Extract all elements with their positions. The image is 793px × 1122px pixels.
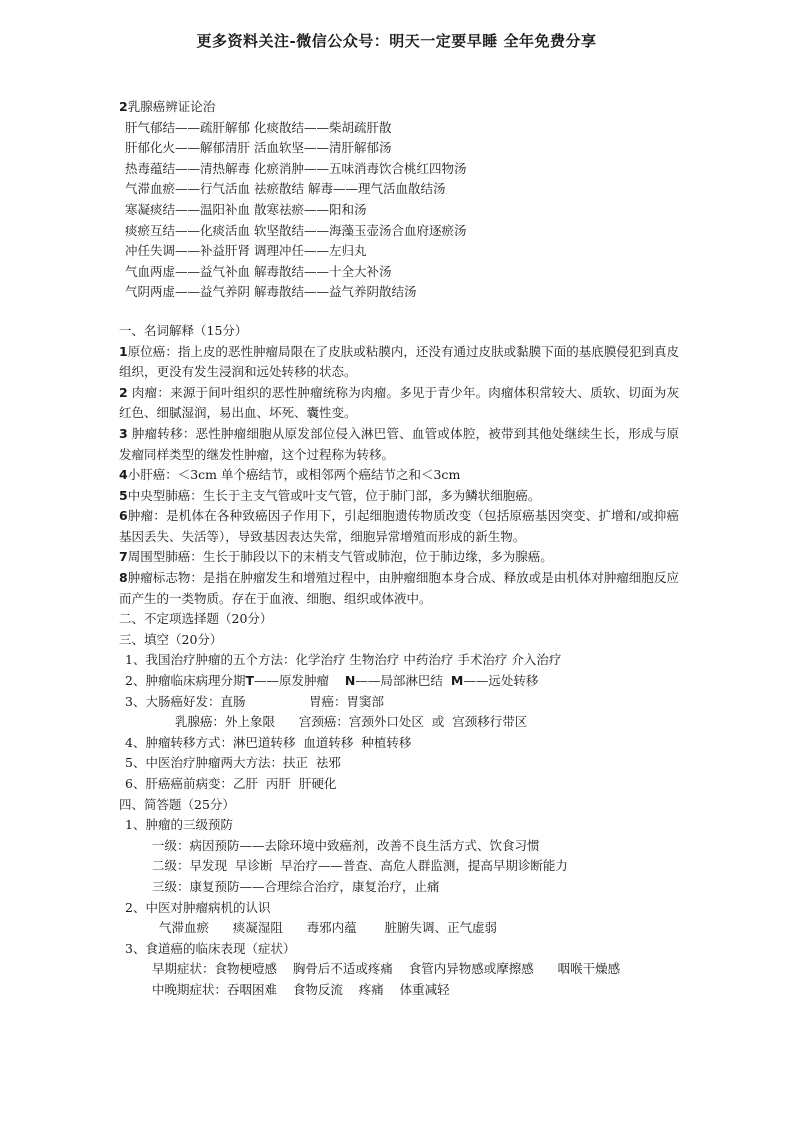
item-text: 肉瘤：来源于间叶组织的恶性肿瘤统称为肉瘤。多见于青少年。肉瘤体积常较大、质软、切面为灰红色、细腻湿润，易出血、坏死、囊性变。 (119, 384, 679, 421)
item-text: 小肝癌：＜3cm 单个癌结节，或相邻两个癌结节之和＜3cm (127, 467, 461, 483)
item-text: 中央型肺癌：生长于主支气管或叶支气管，位于肺门部，多为鳞状细胞癌。 (127, 487, 541, 503)
definition-item (119, 486, 679, 507)
item-text: ——原发肿瘤 (254, 673, 330, 689)
page-header: 更多资料关注-微信公众号：明天一定要早睡 全年免费分享 (196, 32, 597, 50)
section-title-multiple-choice: 二、不定项选择题（20分） (119, 611, 273, 627)
definition-item (119, 568, 679, 609)
fill-in-item: 3、大肠癌好发：直肠 胃癌：胃窦部 (125, 693, 385, 709)
document-body (119, 97, 679, 1001)
answer-line: 二级：早发现 早诊断 早治疗——普查、高危人群监测，提高早期诊断能力 (152, 858, 568, 874)
list-item: 痰瘀互结——化痰活血 软坚散结——海藻玉壶汤合血府逐瘀汤 (125, 222, 467, 238)
answer-line: 三级：康复预防——合理综合治疗，康复治疗，止痛 (152, 878, 440, 894)
list-item: 肝气郁结——疏肝解郁 化痰散结——柴胡疏肝散 (125, 119, 392, 135)
item-text: ——局部淋巴结 (355, 673, 443, 689)
question-title: 3、食道癌的临床表现（症状） (125, 940, 296, 956)
item-number: 1 (119, 343, 128, 359)
item-text: 肿瘤标志物：是指在肿瘤发生和增殖过程中，由肿瘤细胞本身合成、释放或是由机体对肿瘤细胞反应而产生的一类物质。存在于血液、细胞、组织或体液中。 (119, 570, 679, 606)
answer-line: 中晚期症状：吞咽困难 食物反流 疼痛 体重减轻 (152, 981, 450, 997)
answer-line: 早期症状：食物梗噎感 胸骨后不适或疼痛 食管内异物感或摩擦感 咽喉干燥感 (152, 961, 621, 977)
item-number: 6 (119, 508, 128, 524)
question-title: 2、中医对肿瘤病机的认识 (125, 899, 271, 915)
definition-item (119, 506, 679, 547)
stage-m: M (450, 673, 464, 689)
section-number: 2 (119, 99, 128, 114)
fill-in-item: 4、肿瘤转移方式：淋巴道转移 血道转移 种植转移 (125, 734, 412, 750)
item-number: 4 (119, 467, 128, 483)
section-title-short-answer: 四、简答题（25分） (119, 796, 235, 812)
fill-in-item: 5、中医治疗肿瘤两大方法：扶正 祛邪 (125, 755, 341, 771)
section-title-fill-in: 三、填空（20分） (119, 631, 223, 647)
item-text: ——远处转移 (463, 673, 539, 689)
definition-item (119, 465, 679, 486)
item-number: 2 (119, 384, 128, 400)
item-text: 2、肿瘤临床病理分期 (125, 673, 246, 689)
list-item: 气阴两虚——益气养阴 解毒散结——益气养阴散结汤 (125, 284, 417, 300)
list-item: 气血两虚——益气补血 解毒散结——十全大补汤 (125, 263, 392, 279)
fill-in-item-continuation: 乳腺癌：外上象限 宫颈癌：宫颈外口处区 或 宫颈移行带区 (175, 714, 528, 730)
list-item: 寒凝痰结——温阳补血 散寒祛瘀——阳和汤 (125, 201, 367, 217)
item-number: 8 (119, 570, 128, 586)
stage-t: T (245, 673, 254, 689)
section-title-text: 乳腺癌辨证论治 (127, 99, 216, 114)
definition-item (119, 424, 679, 465)
item-number: 3 (119, 425, 128, 441)
definition-item (119, 383, 679, 424)
list-item: 气滞血瘀——行气活血 祛瘀散结 解毒——理气活血散结汤 (125, 181, 446, 197)
item-number: 7 (119, 549, 128, 565)
fill-in-item: 6、肝癌癌前病变：乙肝 丙肝 肝硬化 (125, 776, 337, 791)
section-title-definitions: 一、名词解释（15分） (119, 322, 248, 338)
question-title: 1、肿瘤的三级预防 (125, 817, 233, 833)
list-item: 肝郁化火——解郁清肝 活血软坚——清肝解郁汤 (125, 140, 392, 156)
list-item: 冲任失调——补益肝肾 调理冲任——左归丸 (125, 243, 367, 259)
item-text: 周围型肺癌：生长于肺段以下的末梢支气管或肺泡，位于肺边缘，多为腺癌。 (127, 549, 553, 565)
item-text: 肿瘤：是机体在各种致癌因子作用下，引起细胞遗传物质改变（包括原癌基因突变、扩增和/或抑癌基因丢失、失活等），导致基因表达失常，细胞异常增殖而形成的新生物。 (119, 508, 679, 544)
list-item: 热毒蕴结——清热解毒 化瘀消肿——五味消毒饮合桃红四物汤 (125, 160, 467, 176)
section-title-breast-cancer (119, 97, 679, 118)
answer-line: 气滞血瘀 痰凝湿阻 毒邪内蕴 脏腑失调、正气虚弱 (159, 920, 497, 936)
definition-item (119, 342, 679, 383)
definition-item (119, 547, 679, 568)
fill-in-item (119, 671, 679, 692)
stage-n: N (344, 673, 356, 689)
answer-line: 一级：病因预防——去除环境中致癌剂，改善不良生活方式、饮食习惯 (152, 837, 540, 853)
item-number: 5 (119, 487, 128, 503)
item-text: 肿瘤转移：恶性肿瘤细胞从原发部位侵入淋巴管、血管或体腔，被带到其他处继续生长，形成与原发瘤同样类型的继发性肿瘤，这个过程称为转移。 (119, 425, 679, 462)
fill-in-item: 1、我国治疗肿瘤的五个方法：化学治疗 生物治疗 中药治疗 手术治疗 介入治疗 (125, 652, 562, 668)
item-text: 原位癌：指上皮的恶性肿瘤局限在了皮肤或粘膜内，还没有通过皮肤或黏膜下面的基底膜侵犯到真皮组织，更没有发生浸润和远处转移的状态。 (119, 343, 679, 380)
